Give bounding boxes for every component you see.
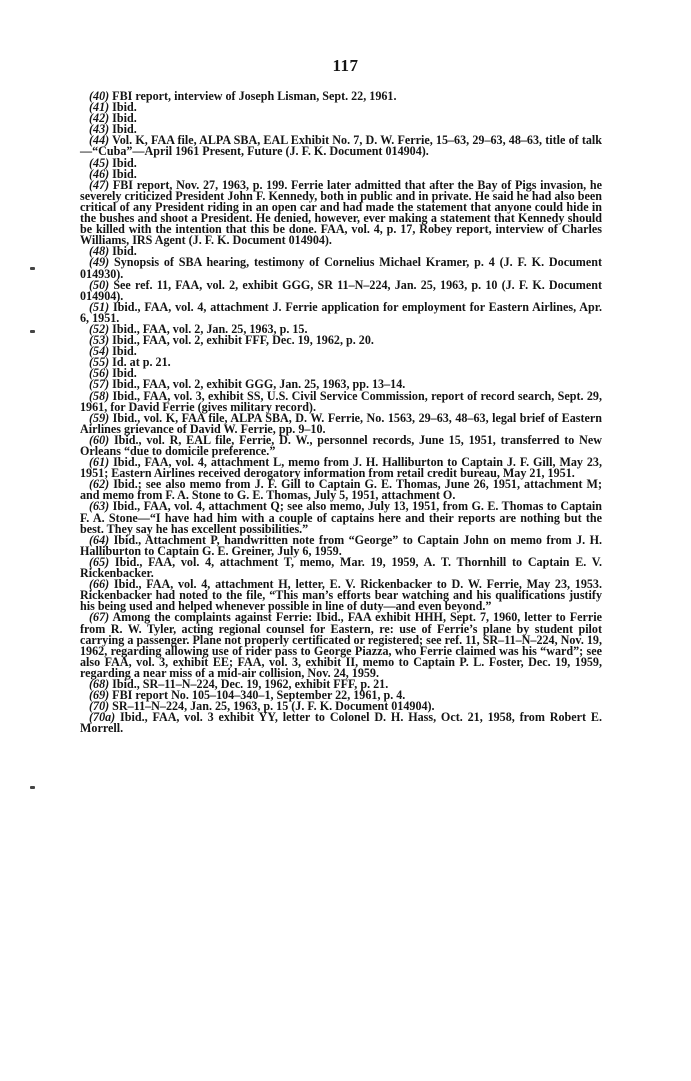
footnote-text: Vol. K, FAA file, ALPA SBA, EAL Exhibit No. 7, D. W. Ferrie, 15–63, 29–63, 48–63, title of talk—“Cuba”—April 1961 Present, Future (J. F. K. Document 014904). [80, 133, 602, 159]
footnote-text: Ibid., FAA, vol. 2, exhibit GGG, Jan. 25, 1963, pp. 13–14. [109, 377, 406, 392]
footnote-text: Ibid., FAA, vol. 2, exhibit FFF, Dec. 19, 1962, p. 20. [109, 333, 374, 348]
footnote-list [80, 91, 602, 734]
footnote-number: (54) [89, 344, 110, 359]
footnote-number: (42) [89, 111, 110, 126]
footnote [80, 554, 602, 581]
footnote-text: Id. at p. 21. [109, 355, 171, 370]
footnote [80, 155, 602, 170]
footnote-text: Ibid., vol. R, EAL file, Ferrie, D. W., personnel records, June 15, 1951, transferred to New Orleans “due to domicile preference.” [80, 432, 602, 458]
footnote [80, 479, 602, 501]
footnote-text: Ibid. [109, 366, 137, 381]
footnote [80, 102, 602, 113]
footnote-number: (66) [89, 577, 110, 592]
margin-mark [30, 267, 35, 270]
footnote [80, 277, 602, 303]
footnote-text: Ibid. [109, 244, 137, 259]
footnote-text: Ibid., FAA, vol. 4, attachment J. Ferrie application for employment for Eastern Airlines, Apr. 6, 1951. [80, 299, 602, 325]
footnote-number: (50) [89, 277, 110, 292]
footnote-number: (55) [89, 355, 110, 370]
footnote-number: (56) [89, 366, 110, 381]
footnote-number: (60) [89, 432, 110, 447]
footnote-number: (44) [89, 133, 110, 148]
footnote [80, 410, 602, 436]
footnote-text: Ibid.; see also memo from J. F. Gill to Captain G. E. Thomas, June 26, 1951, attachment M; and memo from F. A. Stone to G. E. Thomas, July 5, 1951, attachment O. [80, 477, 602, 503]
footnote-text: Ibid., FAA, vol. 4, attachment L, memo from J. H. Halliburton to Captain J. F. Gill, May 23, 1951; Eastern Airlines received derogatory information from retail credit bureau, May 21, 1951. [80, 455, 602, 481]
footnote-text: FBI report No. 105–104–340–1, September 22, 1961, p. 4. [109, 688, 406, 703]
footnote-number: (46) [89, 166, 110, 181]
footnote-text: FBI report, Nov. 27, 1963, p. 199. Ferrie later admitted that after the Bay of Pigs invasion, he severely criticized President John F. Kennedy, both in public and in private. He said he had also been critical of any President riding in an open car and had made the statement that anyone could hide in the bushes and shoot a President. He denied, however, ever making a statement that Kennedy should be killed with the intention that this be done. FAA, vol. 4, p. 17, Robey report, interview of Charles Williams, IRS Agent (J. F. K. Document 014904). [80, 177, 602, 248]
footnote [80, 457, 602, 479]
footnote-text: Ibid., vol. K, FAA file, ALPA SBA, D. W. Ferrie, No. 1563, 29–63, 48–63, legal brief of Eastern Airlines grievance of David W. Ferrie, pp. 9–10. [80, 410, 602, 436]
footnote-number: (47) [89, 177, 110, 192]
footnote [80, 257, 602, 279]
footnote [80, 501, 602, 534]
footnote-number: (51) [89, 299, 110, 314]
footnote-number: (53) [89, 333, 110, 348]
footnote-number: (69) [89, 688, 110, 703]
footnote-number: (49) [89, 255, 110, 270]
footnote-number: (65) [89, 554, 110, 569]
footnote [80, 135, 602, 157]
footnote-text: Ibid., FAA, vol. 4, attachment Q; see also memo, July 13, 1951, from G. E. Thomas to Captain F. A. Stone—“I have had him with a couple of captains here and their reports are nothing but the best. They say he has excellent possibilities.” [80, 499, 602, 536]
footnote-number: (43) [89, 122, 110, 137]
footnote-text: Ibid. [109, 111, 137, 126]
footnote-number: (48) [89, 244, 110, 259]
footnote-text: See ref. 11, FAA, vol. 2, exhibit GGG, SR 11–N–224, Jan. 25, 1963, p. 10 (J. F. K. Document 014904). [80, 277, 602, 303]
footnote-text: Ibid. [109, 166, 137, 181]
footnote-number: (45) [89, 155, 110, 170]
footnote [80, 712, 602, 734]
page-number: 117 [332, 56, 359, 75]
footnote-number: (57) [89, 377, 110, 392]
footnote [80, 299, 602, 325]
footnote [80, 177, 602, 248]
margin-mark [30, 786, 35, 789]
footnote [80, 579, 602, 612]
footnote-number: (64) [89, 532, 110, 547]
footnote-number: (52) [89, 321, 110, 336]
footnote-text: Ibid., FAA, vol. 4, attachment H, letter, E. V. Rickenbacker to D. W. Ferrie, May 23, 1953. Rickenbacker had noted to the file, “This man’s efforts bear watching and his qualifications justify his being used and helped whenever possible in line of duty—and even beyond.” [80, 577, 602, 614]
footnote-text: Ibid., FAA, vol. 3 exhibit YY, letter to Colonel D. H. Hass, Oct. 21, 1958, from Robert E. Morrell. [80, 710, 602, 736]
footnote-number: (58) [89, 388, 110, 403]
footnote-number: (59) [89, 410, 110, 425]
footnote-number: (41) [89, 100, 110, 115]
footnote [80, 532, 602, 558]
footnote-number: (67) [89, 610, 110, 625]
footnote-number: (40) [89, 89, 110, 103]
footnote [80, 335, 602, 346]
footnote-number: (70a) [89, 710, 116, 725]
footnote-text: Ibid. [109, 155, 137, 170]
footnote [80, 432, 602, 458]
footnote-text: Ibid. [109, 344, 137, 359]
footnote [80, 113, 602, 124]
footnote [80, 91, 602, 102]
footnote [80, 357, 602, 368]
footnote-number: (63) [89, 499, 110, 514]
footnote-text: Ibid., FAA, vol. 2, Jan. 25, 1963, p. 15. [109, 321, 308, 336]
footnote-number: (68) [89, 676, 110, 691]
footnote [80, 612, 602, 679]
footnote-text: Ibid., FAA, vol. 3, exhibit SS, U.S. Civil Service Commission, report of record search, Sept. 29, 1961, for David Ferrie (gives military record). [80, 388, 602, 414]
footnote-text: Ibid., FAA, vol. 4, attachment T, memo, Mar. 19, 1959, A. T. Thornhill to Captain E. V. Rickenbacker. [80, 554, 602, 581]
footnote-text: Ibid., Attachment P, handwritten note from “George” to Captain John on memo from J. H. Halliburton to Captain G. E. Greiner, July 6, 1959. [80, 532, 602, 558]
footnote [80, 388, 602, 414]
footnote-number: (70) [89, 699, 110, 714]
footnote-text: Among the complaints against Ferrie: Ibid., FAA exhibit HHH, Sept. 7, 1960, letter to Ferrie from R. W. Tyler, acting regional counsel for Eastern, re: use of Ferrie’s plane by student pilot carrying a passenger. Plane not properly certificated or registered; see ref. 11, SR–11–N–224, Nov. 19, 1962, regarding allowing use of rider pass to George Piazza, who Ferrie claimed was his “ward”; see also FAA, vol. 3, exhibit EE; FAA, vol. 3, exhibit II, memo to Captain P. L. Foster, Dec. 19, 1959, regarding a near miss of a mid-air collision, Nov. 24, 1959. [80, 610, 602, 680]
footnote-number: (61) [89, 455, 110, 470]
footnote-text: SR–11–N–224, Jan. 25, 1963, p. 15 (J. F. K. Document 014904). [109, 699, 435, 714]
footnote-text: Ibid., SR–11–N–224, Dec. 19, 1962, exhibit FFF, p. 21. [109, 676, 389, 691]
footnote-text: FBI report, interview of Joseph Lisman, Sept. 22, 1961. [109, 89, 397, 103]
footnote-number: (62) [89, 477, 110, 492]
footnote-text: Synopsis of SBA hearing, testimony of Cornelius Michael Kramer, p. 4 (J. F. K. Document 014930). [80, 255, 602, 281]
footnote-text: Ibid. [109, 100, 137, 115]
footnote-text: Ibid. [109, 122, 137, 137]
margin-mark [30, 330, 35, 333]
